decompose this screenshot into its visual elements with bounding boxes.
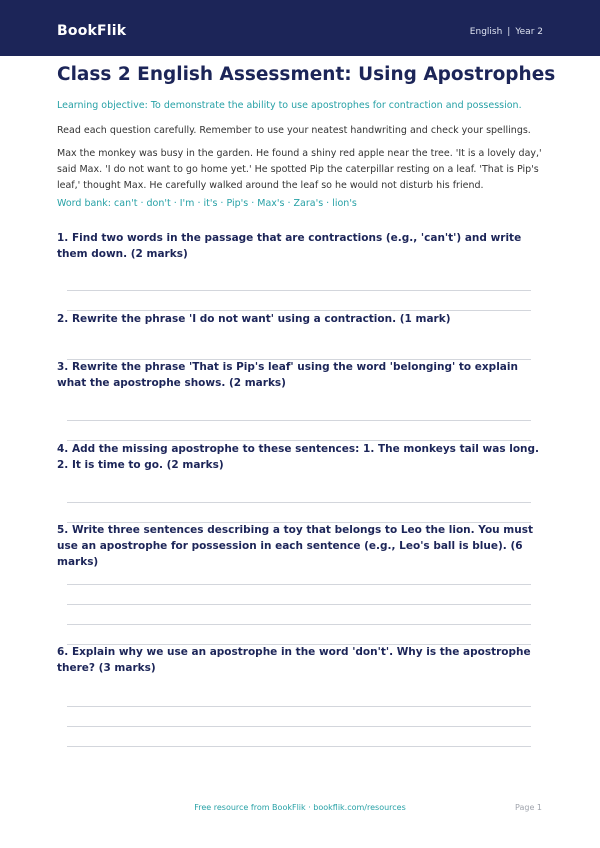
reading-passage: Max the monkey was busy in the garden. He found a shiny red apple near the tree. 'It is a lovely day,' said Max. 'I do not want to go home yet.' He spotted Pip the caterpillar resting on a leaf. 'That is Pip's leaf,' thought Max. He carefully walked around the leaf so he would not disturb his friend. xyxy=(57,148,542,191)
subject-label: English xyxy=(469,27,503,37)
word-bank: Word bank: can't · don't · I'm · it's · Pip's · Max's · Zara's · lion's xyxy=(57,198,357,209)
brand-logo[interactable]: BookFlik xyxy=(57,23,127,39)
top-header-bar xyxy=(0,0,600,56)
question-5: 5. Write three sentences describing a toy that belongs to Leo the lion. You must use an apostrophe for possession in each sentence (e.g., Leo's ball is blue). (6 marks) xyxy=(57,524,533,568)
answer-line[interactable] xyxy=(67,502,531,503)
learning-objective: Learning objective: To demonstrate the ability to use apostrophes for contraction and possession. xyxy=(57,100,522,111)
question-2: 2. Rewrite the phrase 'I do not want' using a contraction. (1 mark) xyxy=(57,313,451,325)
question-4: 4. Add the missing apostrophe to these sentences: 1. The monkeys tail was long. 2. It is time to go. (2 marks) xyxy=(57,443,540,471)
answer-line[interactable] xyxy=(67,584,531,585)
question-1: 1. Find two words in the passage that are contractions (e.g., 'can't') and write them down. (2 marks) xyxy=(57,232,522,260)
answer-line[interactable] xyxy=(67,706,531,707)
answer-line[interactable] xyxy=(67,726,531,727)
page-number: Page 1 xyxy=(515,803,542,812)
footer-credit[interactable]: Free resource from BookFlik · bookflik.com/resources xyxy=(194,803,406,812)
instructions: Read each question carefully. Remember to use your neatest handwriting and check your spellings. xyxy=(57,125,531,136)
answer-line[interactable] xyxy=(67,420,531,421)
page-title: Class 2 English Assessment: Using Apostrophes xyxy=(57,64,556,85)
subject-year-label xyxy=(470,27,543,37)
separator: | xyxy=(507,27,511,37)
question-6: 6. Explain why we use an apostrophe in the word 'don't'. Why is the apostrophe there? (3 marks) xyxy=(57,646,531,674)
answer-line[interactable] xyxy=(67,604,531,605)
year-label: Year 2 xyxy=(515,27,543,37)
answer-line[interactable] xyxy=(67,624,531,625)
answer-line[interactable] xyxy=(67,746,531,747)
question-3: 3. Rewrite the phrase 'That is Pip's leaf' using the word 'belonging' to explain what the apostrophe shows. (2 marks) xyxy=(57,361,518,389)
answer-line[interactable] xyxy=(67,290,531,291)
